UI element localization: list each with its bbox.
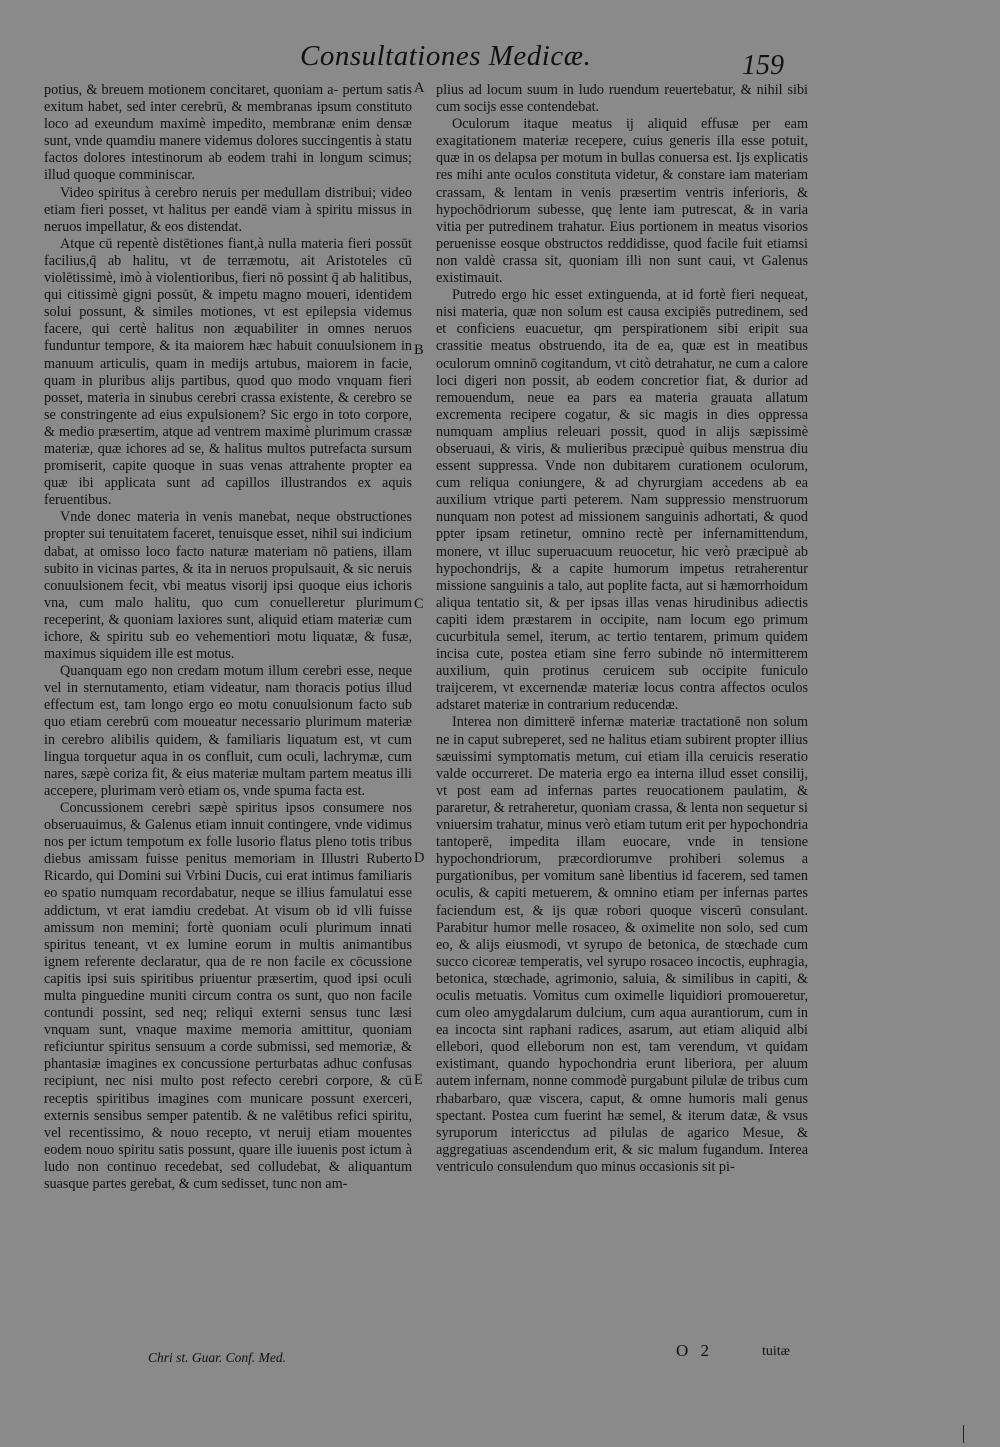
- paragraph: potius, & breuem motionem concitaret, quoniam a- pertum satis exitum habet, sed inter cerebrū, & membranas ipsum constituto loco ad exeundum maximè impedito, membranæ enim densæ sunt, vnde quamdiu manere videmus dolores succingentis à statu factos dolores intestinorum ab eodem trahi in longum scimus; illud quoque comminiscar.: [44, 82, 412, 184]
- paragraph: Atque cū repentè distētiones fiant,à nulla materia fieri possūt facilius,q̄ ab halitu, vt de terræmotu, ait Aristoteles cū violētissimè, imò à violentioribus, fieri nō possint q̄ ab halitibus, qui citissimè gigni possūt, & impetu magno moueri, identidem solui possunt, & similes motiones, vt est epilepsia videmus facere, qui certè halitus non æquabiliter in omnes neruos funduntur tempore, & ita maiorem hæc habuit conuulsionem in manuum articulis, quam in medijs artubus, maiorem in facie, quam in pluribus alijs partibus, quod quo modo vnquam fieri posset, materia in sinubus cerebri crassa existente, & cerebro se se constringente ad eius expulsionem? Sic ergo in toto corpore, & medio præsertim, atque ad ventrem maximè plurimum crassæ materiæ, quæ ichores ad se, & halitus multos putrefacta sursum promiserit, capite quoque in suas venas attrahente propter ea quæ ibi applicata sunt ad capillos illustrandos ex aquis feruentibus.: [44, 235, 412, 509]
- paragraph: Concussionem cerebri sæpè spiritus ipsos consumere nos obseruauimus, & Galenus etiam innuit contingere, vnde vidimus nos per ictum tempotum ex folle lusorio flatus pleno totis tribus diebus amissam fuisse penitus memoriam in Illustri Ruberto Ricardo, qui Domini sui Vrbini Ducis, cui erat intimus familiaris eo spatio numquam recordabatur, neque se illius famulatui esse addictum, vt erat iamdiu credebat. At visum ob id vlli fuisse amissum non memini; fortè quoniam oculi plurimum innati spiritus teneant, vt ex lumine eorum in multis animantibus ignem referente declaratur, qua de re non facile ex cōcussione capitis ipsi suis spiritibus priuentur præsertim, quod ipsi oculi multa pinguedine muniti circum contra os sunt, quo non facile contundi possint, sed neq; reliqui externi sensus tunc læsi vnquam sunt, vnaque maxime memoria amittitur, quoniam reficiuntur spiritus sensuum a corde submissi, sed memoriæ, & phantasiæ imagines ex concussione perturbatas adhuc confusas recipiunt, nec nisi multo post refecto cerebri corpore, & cū receptis spiritibus imagines com municare possunt exerceri, externis sensibus semper patentib. & ne valētibus refici spiritu, vel recentissimo, & nouo recepto, vt neruij etiam mouentes eodem nouo spiritu satis possunt, quare ille iuuenis post ictum à ludo non continuo recedebat, sed colludebat, & aliquantum suasque partes gerebat, & cum sedisset, tunc non am-: [44, 799, 412, 1192]
- signature-mark: O 2: [676, 1341, 714, 1360]
- page-edge-mark: [963, 1425, 964, 1443]
- paragraph: Putredo ergo hic esset extinguenda, at id fortè fieri nequeat, nisi materia, quæ non solum est causa excipiēs putredinem, sed et conficiens euacuetur, qm perspirationem sibi eripit sua crassitie meatus obstruendo, ita de ea, quæ est in meatibus oculorum omninō cogitandum, vt citò detrahatur, ne cum a calore loci digeri non possit, ab eodem concretior fiat, & durior ad remouendum, neue ea pars ea materia grauata allatum excrementa recipere cogatur, & sic magis in dies oppressa numquam amplius releuari possit, quod in alijs sæpissimè obseruaui, & viris, & mulieribus præcipuè quibus menstrua diu essent suppressa. Vnde non dubitarem curationem oculorum, cum reliqua coniungere, & ad chyrurgiam accedens ab ea auxilium vtrique parti peterem. Nam suppressio menstruorum nunquam non potest ad missionem sanguinis adhortati, & quod ppter ipsam retinetur, omnino rectè per infernamittendum, monere, vt illuc superuacuum reuocetur, hic verò præcipuè ab hypochondrijs, & a capite humorum impetus retraherentur missione sanguinis a talo, aut poplite facta, aut si hæmorrhoidum aliqua tentatio sit, & per ipsas illas venas hirudinibus adiectis capiti idem præstarem in occipite, nam locum ego primum cucurbitula semel, iterum, ac tertio tentarem, primum quidem incisa cute, postea etiam sine ferro subinde nō intermitterem auxilium, quin protinus ceruicem sub occipite funiculo traijcerem, vt excernendæ materiæ locus contra affectos oculos adstaret materiæ in contrarium reducendæ.: [436, 287, 808, 714]
- margin-letter: B: [414, 342, 424, 358]
- paragraph: Interea non dimitterē infernæ materiæ tractationē non solum ne in caput subreperet, sed ne halitus etiam subirent propter illius sæuissimi symptomatis metum, cui etiam illa ceruicis reseratio valde occurreret. De materia ergo ea interna illud esset consilij, vt post eam ad infernas partes reuocationem paulatim, & pararetur, & retraheretur, quoniam crassa, & lenta non sequetur si vniuersim trahatur, minus verò etiam tutum erit per hypochondria tantoperē, impedita illam euocare, vnde in tensione hypochondriorum, præcordiorumve prohiberi solemus a purgationibus, per vomitum sanè libentius id facerem, sed tamen oculis, & capiti metuerem, & omnino etiam per infernas partes faciendum est, & ijs quæ robori quoque viscerū consulant. Parabitur humor melle rosaceo, & oximelite non solo, sed cum eo, & alijs eiusmodi, vt syrupo de betonica, de stœchade cum succo cicoreæ temperatis, vel syrupo rosaceo incoctis, euphragia, betonica, stœchade, agrimonio, saluia, & similibus in capiti, & oculis metuatis. Vomitus cum oximelle liquidiori promoueretur, cum oleo amygdalarum dulcium, cum aqua aurantiorum, cum in ea incocta sint raphani radices, asarum, aut etiam aliquid albi ellebori, quod elleborum non est, tam verendum, vt quidam existimant, quando hypochondria erunt liberiora, per aluum autem infernam, nonne commodè purgabunt pilulæ de tribus cum rhabarbaro, quæ viscera, caput, & omne humoris mali genus spectant. Postea cum fuerint hæ semel, & iterum datæ, & vsus syruporum intericctus ad pilulas de agarico Mesue, & aggregatiuas ascendendum erit, & sic malum fugandum. Interea ventriculo consulendum quo minus occasionis sit pi-: [436, 714, 808, 1175]
- left-column: [44, 82, 412, 1193]
- signature-line: Chri st. Guar. Conf. Med.: [148, 1350, 287, 1365]
- right-column: [436, 82, 808, 1176]
- margin-letter: C: [414, 596, 424, 612]
- margin-letter: A: [414, 80, 425, 96]
- margin-letter: E: [414, 1072, 423, 1088]
- paragraph: Oculorum itaque meatus ij aliquid effusæ per eam exagitationem materiæ recepere, cuius generis illa esse potuit, quæ in os delapsa per motum in bullas conuersa est. Ijs explicatis res mihi ante oculos constituta videtur, & constare iam materiam crassam, & lentam in venis præsertim ventris inferioris, & hypochōdriorum subesse, quę lente iam putrescat, & in varia vitia per putredinem trahatur. Eius portionem in meatus visorios peruenisse eosque obstructos reddidisse, quod facile fuit etiamsi non valdè crassa sit, quoniam illi non sunt caui, vt Galenus existimauit.: [436, 116, 808, 287]
- running-title: Consultationes Medicæ.: [300, 40, 592, 72]
- catchword: tuitæ: [762, 1344, 791, 1359]
- page-number: 159: [742, 50, 784, 81]
- paragraph: Video spiritus à cerebro neruis per medullam distribui; video etiam fieri posset, vt halitus per eandē viam à spiritu missus in neruos impellatur, & eos distendat.: [44, 184, 412, 235]
- margin-letter: D: [414, 850, 425, 866]
- paragraph: Vnde donec materia in venis manebat, neque obstructiones propter sui tenuitatem faceret, tenuisque esset, nihil sui indicium dabat, at omisso loco facto naturæ materiam nō patiens, illam subito in vicinas partes, & ita in neruos propulsauit, & sic neruis conuulsionem fecit, vbi meatus visorij ipsi quoque eius ichoris vna, cum malo halitu, quo cum conuelleretur plurimum receperint, & quoniam laxiores sunt, aliquid etiam materiæ cum ichore, & spiritu sub eo vehementiori motu liquatæ, & fusæ, maximus siquidem ille est motus.: [44, 509, 412, 663]
- paragraph: Quanquam ego non credam motum illum cerebri esse, neque vel in sternutamento, etiam videatur, nam thoracis potius illud effectum est, tam longo ergo eo motu conuulsionum facto sub quo etiam cerebrū com moueatur necessario plurimum materiæ in cerebro alibilis quidem, & familiaris liquatum est, vt cum lingua torquetur aqua in os confluit, cum oculi, lachrymæ, cum nares, sæpè coriza fit, & eius materiæ multam partem meatus illi accepere, plurimam verò etiam os, vnde spuma facta est.: [44, 663, 412, 799]
- paragraph: plius ad locum suum in ludo ruendum reuertebatur, & nihil sibi cum socijs esse contendebat.: [436, 82, 808, 116]
